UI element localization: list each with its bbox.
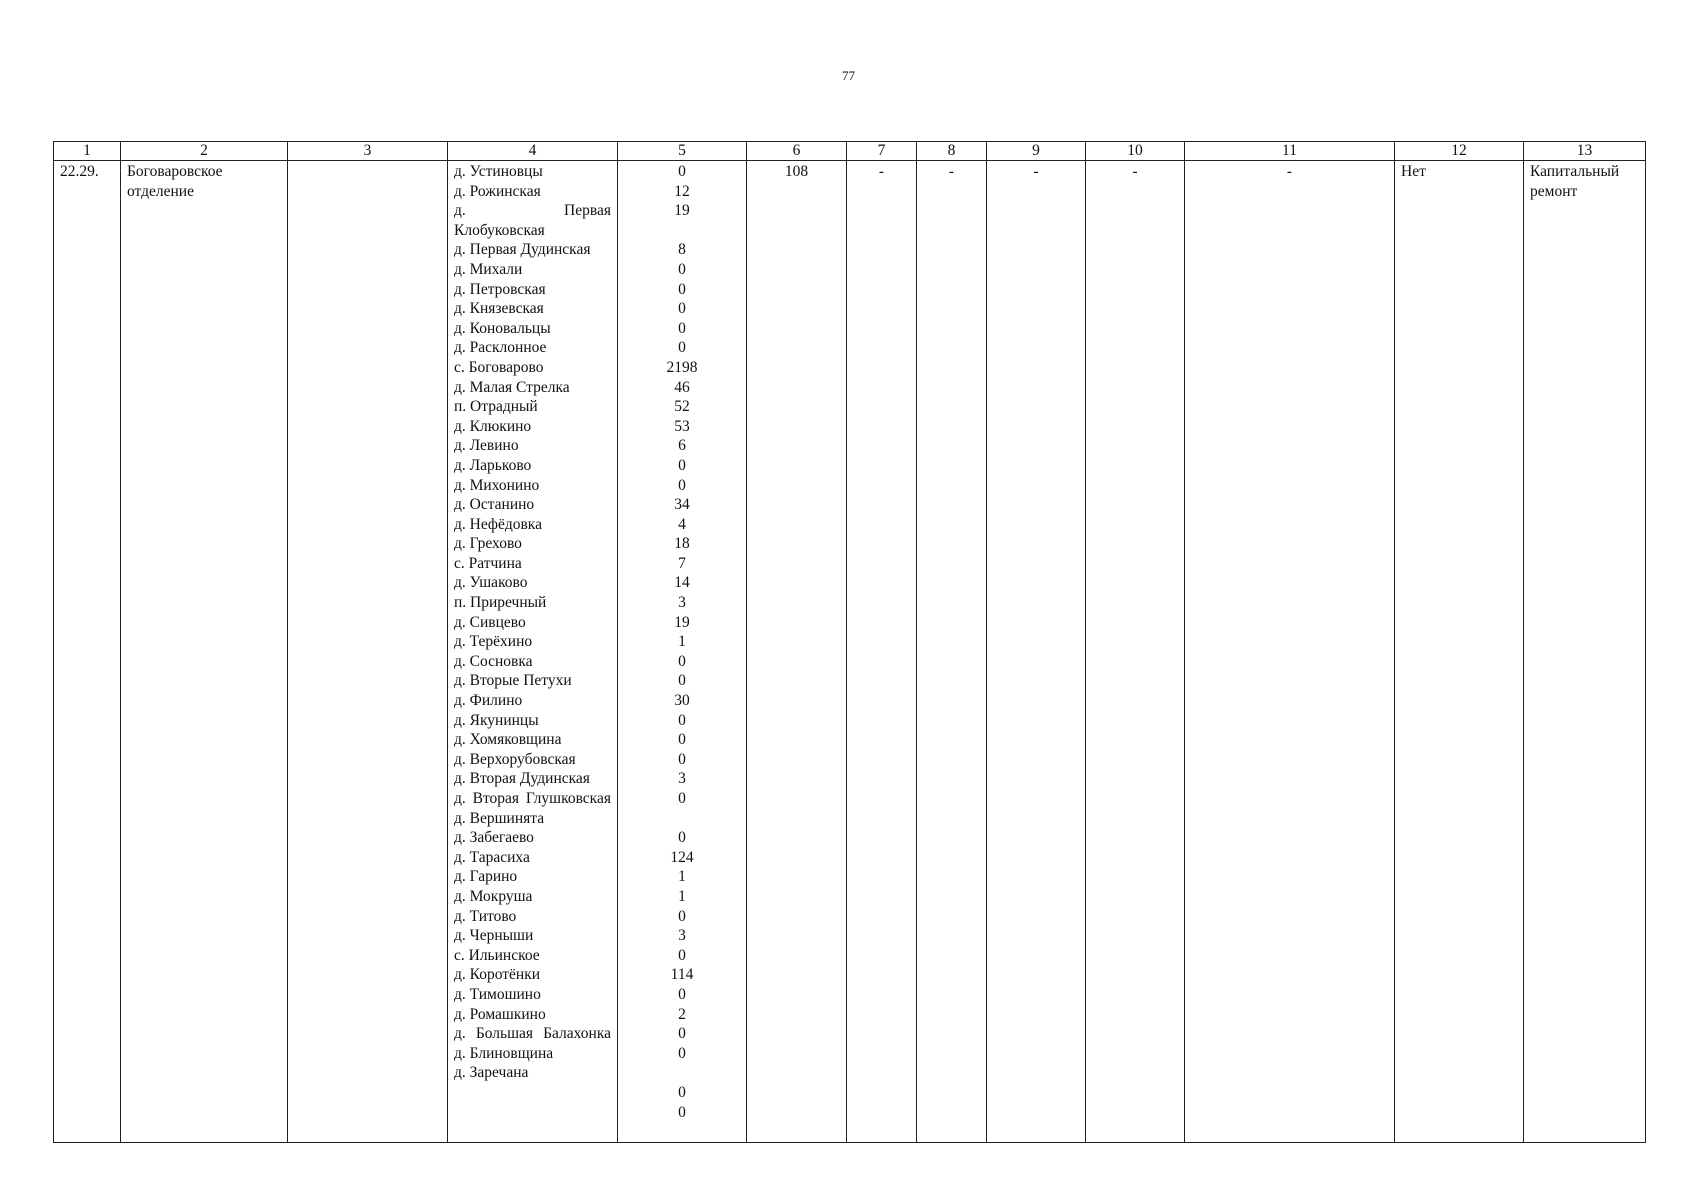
department-name bbox=[121, 161, 288, 1143]
col9-value: - bbox=[987, 161, 1086, 1143]
settlement-value: 0 bbox=[678, 1044, 686, 1062]
settlement-value: 1 bbox=[678, 887, 686, 905]
settlement-name: д. Устиновцы bbox=[454, 163, 543, 180]
settlement-name: д. Сосновка bbox=[454, 652, 533, 670]
col11-value: - bbox=[1185, 161, 1395, 1143]
settlement-value: 0 bbox=[678, 1025, 686, 1043]
settlement-value: 52 bbox=[674, 398, 690, 416]
settlement-value: 0 bbox=[678, 1083, 686, 1101]
settlement-name: д. Коновальцы bbox=[454, 319, 551, 337]
settlement-name: д. Первая Дудинская bbox=[454, 241, 591, 259]
settlement-name: д. Филино bbox=[454, 692, 523, 710]
settlement-value: 0 bbox=[678, 750, 686, 768]
settlement-value: 34 bbox=[674, 496, 690, 514]
column-header-7: 7 bbox=[847, 142, 917, 161]
settlement-name: д. Клюкино bbox=[454, 417, 532, 435]
column-header-1: 1 bbox=[54, 142, 121, 161]
column-header-4: 4 bbox=[448, 142, 618, 161]
column-header-6: 6 bbox=[747, 142, 847, 161]
column-header-9: 9 bbox=[987, 142, 1086, 161]
settlement-names bbox=[448, 161, 618, 1143]
settlement-value: 0 bbox=[678, 319, 686, 337]
settlement-name: д. Гарино bbox=[454, 868, 518, 886]
settlement-value: 0 bbox=[678, 829, 686, 847]
settlement-value: 2198 bbox=[666, 358, 698, 376]
column-header-12: 12 bbox=[1395, 142, 1524, 161]
col13-line2: ремонт bbox=[1530, 182, 1578, 200]
col10-value: - bbox=[1086, 161, 1185, 1143]
settlement-value: 53 bbox=[674, 417, 690, 435]
department-name-line1: Боговаровское bbox=[127, 163, 223, 180]
settlement-name: д. Тарасиха bbox=[454, 848, 530, 866]
col3-cell bbox=[288, 161, 448, 1143]
settlement-name: д. Вторые Петухи bbox=[454, 672, 572, 690]
settlement-value: 0 bbox=[678, 300, 686, 318]
column-header-5: 5 bbox=[618, 142, 747, 161]
col7-value: - bbox=[847, 161, 917, 1143]
settlement-value: 0 bbox=[678, 985, 686, 1003]
col6-value: 108 bbox=[747, 161, 847, 1143]
settlement-name: д. Забегаево bbox=[454, 829, 534, 847]
col13-value bbox=[1524, 161, 1646, 1143]
settlement-name: д. Титово bbox=[454, 907, 517, 925]
settlement-name: д. Коротёнки bbox=[454, 966, 541, 984]
settlement-value: 0 bbox=[678, 907, 686, 925]
settlement-value: 30 bbox=[674, 692, 690, 710]
settlement-value: 0 bbox=[678, 946, 686, 964]
settlement-name: д. Тимошино bbox=[454, 985, 541, 1003]
col8-value: - bbox=[917, 161, 987, 1143]
settlement-name: д. Первая Клобуковская bbox=[454, 202, 611, 239]
settlement-name: д. Вторая Глушковская bbox=[454, 790, 611, 807]
settlement-values bbox=[618, 161, 747, 1143]
column-header-10: 10 bbox=[1086, 142, 1185, 161]
settlement-name: д. Большая Балахонка bbox=[454, 1025, 611, 1043]
settlement-value: 0 bbox=[678, 339, 686, 357]
settlement-name: д. Черныши bbox=[454, 927, 534, 945]
settlement-value: 6 bbox=[678, 437, 686, 455]
settlement-name: д. Рожинская bbox=[454, 182, 541, 200]
settlement-value: 1 bbox=[678, 633, 686, 651]
settlement-value: 8 bbox=[678, 241, 686, 259]
settlement-name: д. Грехово bbox=[454, 535, 522, 553]
settlement-name: д. Михонино bbox=[454, 476, 540, 494]
column-header-2: 2 bbox=[121, 142, 288, 161]
settlement-value: 4 bbox=[678, 515, 686, 533]
settlement-name: д. Заречана bbox=[454, 1064, 529, 1082]
settlement-name: д. Блиновщина bbox=[454, 1044, 554, 1062]
settlement-value: 0 bbox=[678, 790, 686, 807]
settlement-value: 0 bbox=[678, 456, 686, 474]
settlement-value: 0 bbox=[678, 260, 686, 278]
table-row bbox=[54, 161, 1646, 1143]
settlement-name: д. Верхорубовская bbox=[454, 750, 576, 768]
settlement-name: д. Петровская bbox=[454, 280, 546, 298]
column-header-13: 13 bbox=[1524, 142, 1646, 161]
settlement-name: с. Ильинское bbox=[454, 946, 540, 964]
settlement-value: 19 bbox=[674, 613, 690, 631]
col12-value: Нет bbox=[1395, 161, 1524, 1143]
settlement-name: д. Левино bbox=[454, 437, 519, 455]
department-name-line2: отделение bbox=[127, 182, 194, 200]
row-number: 22.29. bbox=[54, 161, 121, 1143]
settlement-value: 46 bbox=[674, 378, 690, 396]
settlement-value: 19 bbox=[674, 202, 690, 220]
settlement-value: 2 bbox=[678, 1005, 686, 1023]
settlement-name: д. Ушаково bbox=[454, 574, 528, 592]
settlement-name: д. Вторая Дудинская bbox=[454, 770, 590, 788]
settlement-name: д. Останино bbox=[454, 496, 535, 514]
settlement-value: 0 bbox=[678, 652, 686, 670]
settlement-value: 14 bbox=[674, 574, 690, 592]
settlement-name: д. Мокруша bbox=[454, 887, 533, 905]
settlement-name: д. Ларьково bbox=[454, 456, 532, 474]
header-row bbox=[54, 142, 1646, 161]
settlement-value: 3 bbox=[678, 594, 686, 612]
settlement-value: 7 bbox=[678, 554, 686, 572]
settlement-value: 18 bbox=[674, 535, 690, 553]
settlement-name: п. Отрадный bbox=[454, 398, 538, 416]
settlement-value: 12 bbox=[674, 182, 690, 200]
settlement-name: д. Князевская bbox=[454, 300, 544, 318]
column-header-8: 8 bbox=[917, 142, 987, 161]
settlements-table bbox=[53, 141, 1646, 1143]
settlement-value: 3 bbox=[678, 770, 686, 788]
settlement-value: 0 bbox=[678, 476, 686, 494]
settlement-value: 1 bbox=[678, 868, 686, 886]
settlement-name: д. Терёхино bbox=[454, 633, 533, 651]
settlement-name: д. Ромашкино bbox=[454, 1005, 546, 1023]
settlement-name: д. Малая Стрелка bbox=[454, 378, 570, 396]
settlement-name: д. Нефёдовка bbox=[454, 515, 542, 533]
settlement-name: д. Михали bbox=[454, 260, 523, 278]
settlement-name: п. Приречный bbox=[454, 594, 547, 612]
settlement-value: 0 bbox=[678, 672, 686, 690]
column-header-3: 3 bbox=[288, 142, 448, 161]
col13-line1: Капитальный bbox=[1530, 163, 1620, 180]
settlement-value: 114 bbox=[670, 966, 694, 984]
settlement-name: д. Хомяковщина bbox=[454, 731, 562, 749]
settlement-name: д. Вершинята bbox=[454, 809, 545, 827]
settlement-name: д. Якунинцы bbox=[454, 711, 539, 729]
settlement-value: 0 bbox=[678, 731, 686, 749]
page-number: 77 bbox=[842, 68, 855, 83]
settlement-value: 124 bbox=[670, 848, 694, 866]
settlement-value: 0 bbox=[678, 163, 686, 180]
settlement-name: д. Расклонное bbox=[454, 339, 547, 357]
settlement-name: с. Боговарово bbox=[454, 358, 544, 376]
settlement-value: 0 bbox=[678, 280, 686, 298]
settlement-name: д. Сивцево bbox=[454, 613, 526, 631]
settlement-value: 0 bbox=[678, 1103, 686, 1121]
column-header-11: 11 bbox=[1185, 142, 1395, 161]
settlement-value: 0 bbox=[678, 711, 686, 729]
settlement-name: с. Ратчина bbox=[454, 554, 522, 572]
settlement-value: 3 bbox=[678, 927, 686, 945]
